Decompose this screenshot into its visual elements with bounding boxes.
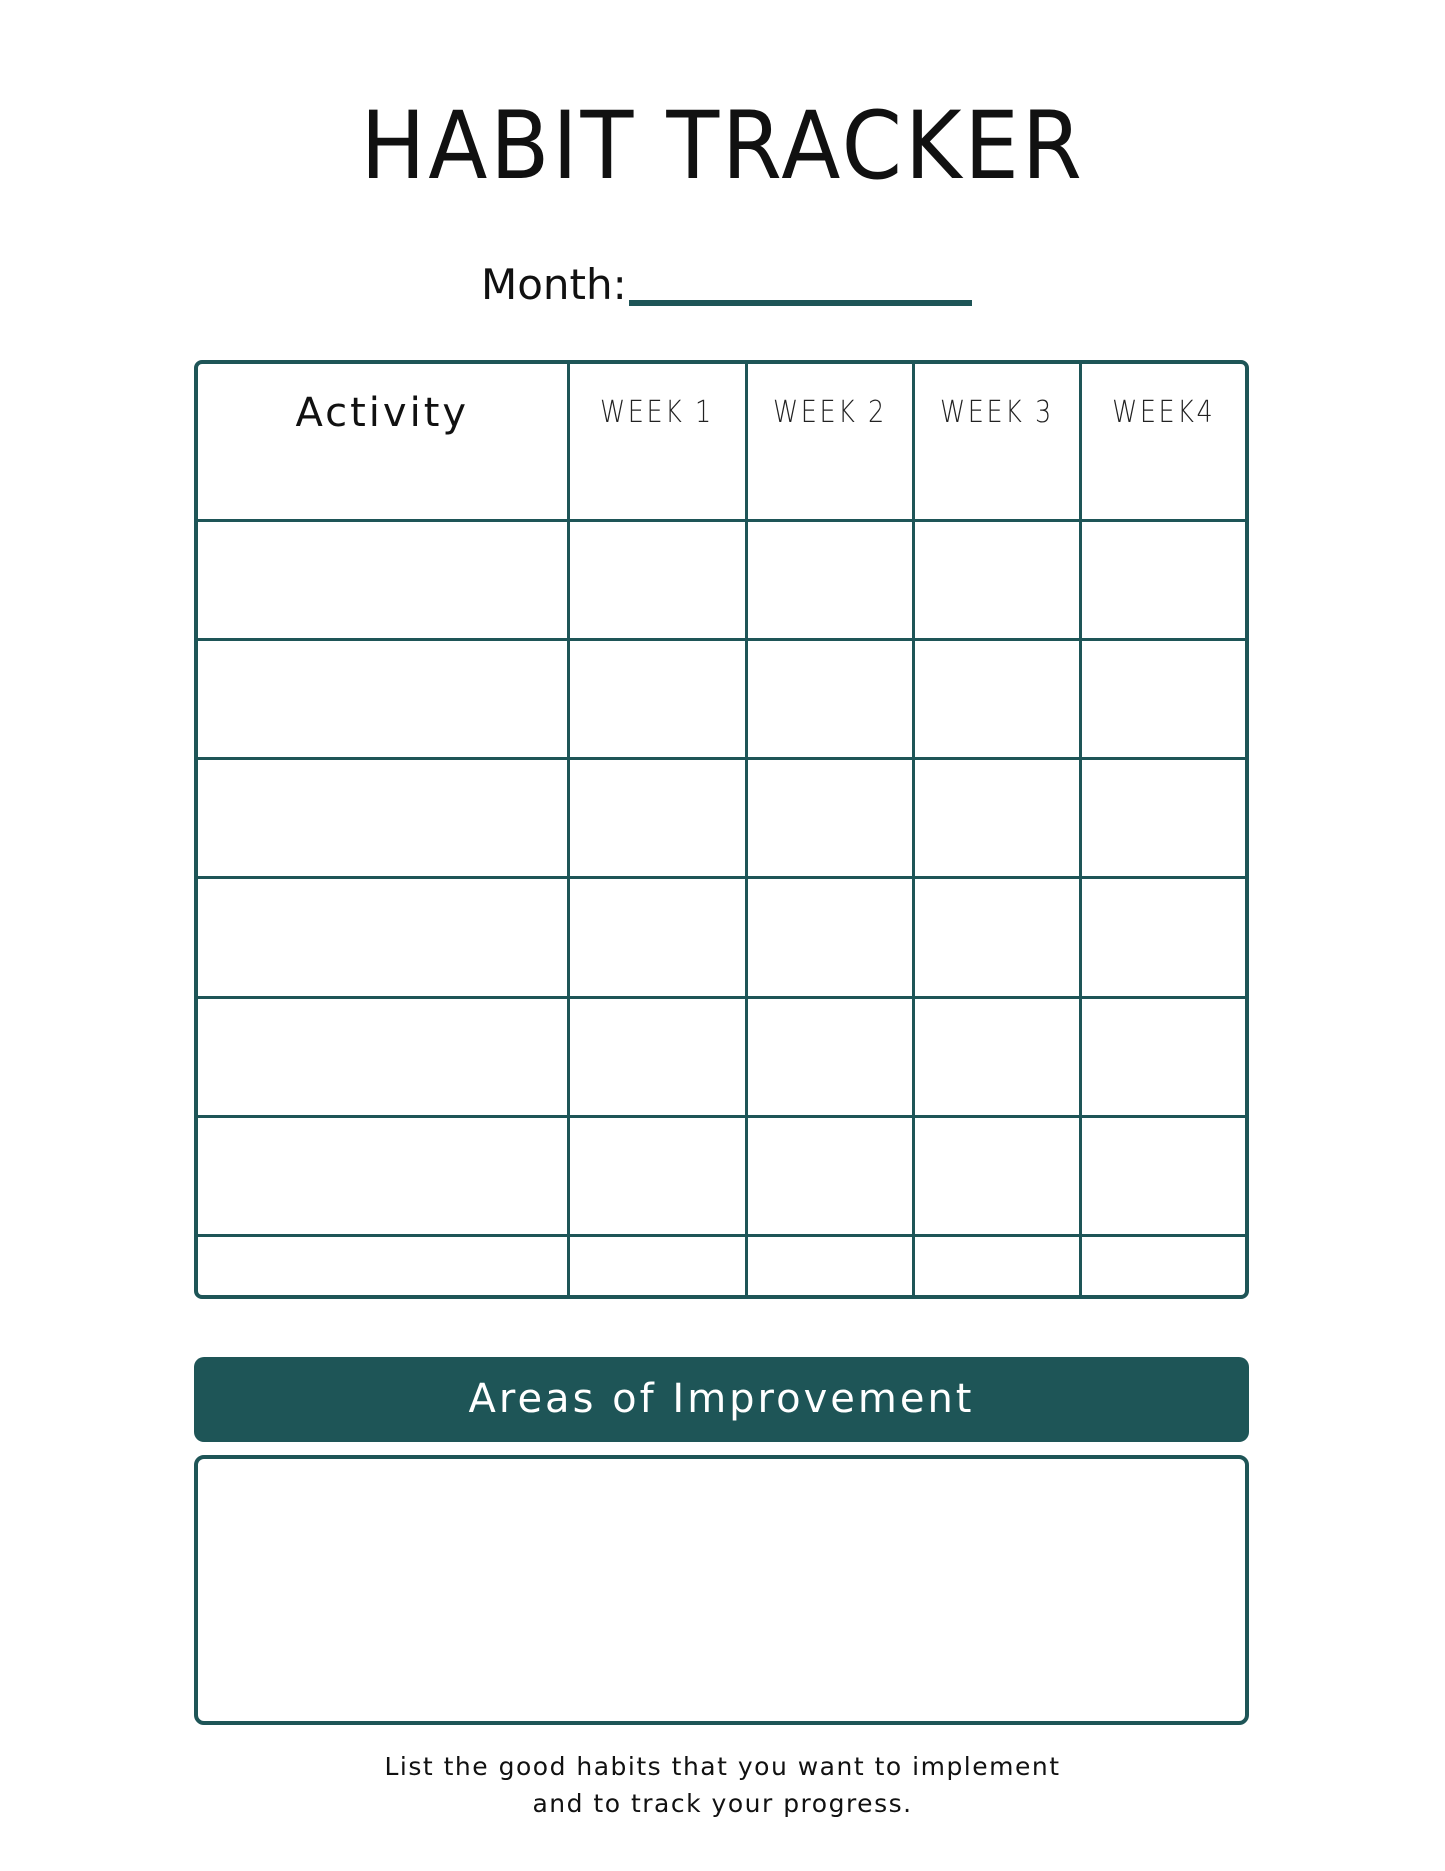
cell-week-2[interactable] — [746, 521, 913, 640]
cell-week-4[interactable] — [1080, 640, 1245, 759]
cell-activity[interactable] — [198, 461, 568, 521]
table-row — [198, 997, 1245, 1116]
cell-week-2[interactable] — [746, 1116, 913, 1235]
cell-week-1[interactable] — [568, 997, 746, 1116]
cell-activity[interactable] — [198, 997, 568, 1116]
cell-week-2[interactable] — [746, 640, 913, 759]
cell-week-3[interactable] — [913, 461, 1080, 521]
cell-week-1[interactable] — [568, 640, 746, 759]
column-header-week-4: WEEK4 — [1080, 364, 1245, 461]
cell-week-2[interactable] — [746, 759, 913, 878]
cell-week-2[interactable] — [746, 878, 913, 997]
habit-tracker-table — [194, 360, 1249, 1299]
instructions-line-2: and to track your progress. — [532, 1789, 913, 1818]
cell-week-4[interactable] — [1080, 1235, 1245, 1295]
cell-activity[interactable] — [198, 1116, 568, 1235]
table-row — [198, 1116, 1245, 1235]
areas-of-improvement-heading: Areas of Improvement — [194, 1357, 1249, 1442]
table-row — [198, 1235, 1245, 1295]
cell-week-4[interactable] — [1080, 759, 1245, 878]
month-input-line[interactable] — [629, 300, 972, 306]
instructions-text — [0, 1748, 1445, 1822]
cell-week-2[interactable] — [746, 997, 913, 1116]
cell-week-3[interactable] — [913, 521, 1080, 640]
cell-week-1[interactable] — [568, 1116, 746, 1235]
cell-week-3[interactable] — [913, 878, 1080, 997]
cell-week-4[interactable] — [1080, 521, 1245, 640]
cell-week-2[interactable] — [746, 461, 913, 521]
cell-week-4[interactable] — [1080, 1116, 1245, 1235]
table-header-row — [198, 364, 1245, 461]
cell-activity[interactable] — [198, 1235, 568, 1295]
cell-activity[interactable] — [198, 878, 568, 997]
cell-week-3[interactable] — [913, 997, 1080, 1116]
table-row — [198, 640, 1245, 759]
column-header-week-1: WEEK 1 — [568, 364, 746, 461]
cell-week-4[interactable] — [1080, 461, 1245, 521]
cell-week-4[interactable] — [1080, 997, 1245, 1116]
cell-week-3[interactable] — [913, 1235, 1080, 1295]
table-row — [198, 521, 1245, 640]
cell-week-1[interactable] — [568, 759, 746, 878]
cell-activity[interactable] — [198, 759, 568, 878]
instructions-line-1: List the good habits that you want to implement — [384, 1752, 1061, 1781]
cell-week-1[interactable] — [568, 878, 746, 997]
page-title: HABIT TRACKER — [360, 92, 1085, 201]
cell-week-4[interactable] — [1080, 878, 1245, 997]
cell-week-3[interactable] — [913, 640, 1080, 759]
column-header-week-2: WEEK 2 — [746, 364, 913, 461]
column-header-week-3: WEEK 3 — [913, 364, 1080, 461]
cell-week-1[interactable] — [568, 521, 746, 640]
table-row — [198, 878, 1245, 997]
cell-week-1[interactable] — [568, 1235, 746, 1295]
cell-week-2[interactable] — [746, 1235, 913, 1295]
month-label: Month: — [481, 260, 627, 309]
cell-activity[interactable] — [198, 521, 568, 640]
cell-week-3[interactable] — [913, 759, 1080, 878]
cell-week-1[interactable] — [568, 461, 746, 521]
column-header-activity: Activity — [198, 364, 568, 461]
table-row — [198, 759, 1245, 878]
cell-week-3[interactable] — [913, 1116, 1080, 1235]
cell-activity[interactable] — [198, 640, 568, 759]
areas-of-improvement-box[interactable] — [194, 1455, 1249, 1725]
month-field — [481, 252, 972, 310]
table-row — [198, 461, 1245, 521]
